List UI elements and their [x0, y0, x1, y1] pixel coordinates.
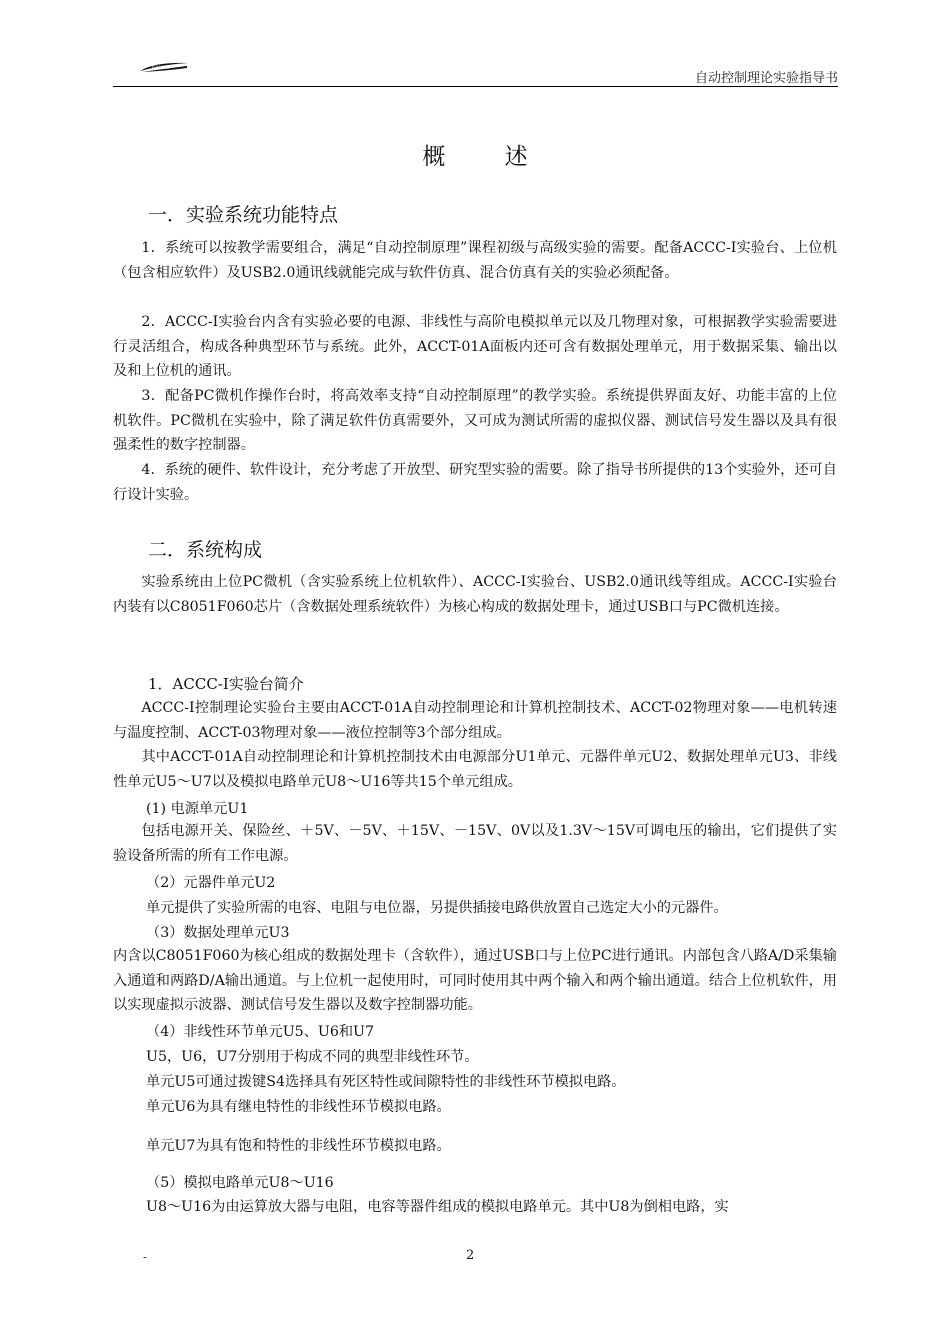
header-title: 自动控制理论实验指导书: [694, 71, 838, 86]
document-title: 概 述: [422, 144, 554, 170]
svg-text:GAUSAI: GAUSAI: [152, 66, 170, 71]
unit-u2-heading: （2）元器件单元U2: [146, 875, 276, 891]
unit-u4-line-1: U5，U6，U7分别用于构成不同的典型非线性环节。: [146, 1049, 479, 1065]
paragraph-composition: 实验系统由上位PC微机（含实验系统上位机软件）、ACCC-I实验台、USB2.0通讯线等组成。ACCC-I实验台内装有以C8051F060芯片（含数据处理系统软件）为核心构成的数据处理卡，通过USB口与PC微机连接。: [113, 574, 837, 615]
unit-u4-line-2: 单元U5可通过拨键S4选择具有死区特性或间隙特性的非线性环节模拟电路。: [146, 1074, 626, 1090]
unit-u4-heading: （4）非线性环节单元U5、U6和U7: [146, 1024, 375, 1040]
unit-u3-heading: （3）数据处理单元U3: [146, 925, 290, 941]
paragraph-feature-3: 3．配备PC微机作操作台时，将高效率支持“自动控制原理”的教学实验。系统提供界面友好、功能丰富的上位机软件。PC微机在实验中，除了满足软件仿真需要外，又可成为测试所需的虚拟仪器、测试信号发生器以及具有很强柔性的数字控制器。: [113, 388, 837, 454]
unit-u4-line-3: 单元U6为具有继电特性的非线性环节模拟电路。: [146, 1099, 451, 1115]
page-number: 2: [466, 1248, 475, 1263]
subsection-heading-accc: 1．ACCC-I实验台简介: [148, 675, 304, 693]
unit-u3-description: 内含以C8051F060为核心组成的数据处理卡（含软件），通过USB口与上位PC进行通讯。内部包含八路A/D采集输入通道和两路D/A输出通道。与上位机一起使用时，可同时使用其中两个输入和两个输出通道。结合上位机软件，用以实现虚拟示波器、测试信号发生器以及数字控制器功能。: [113, 948, 837, 1014]
section-heading-features: 一．实验系统功能特点: [148, 204, 339, 226]
paragraph-acct01a-units: 其中ACCT-01A自动控制理论和计算机控制技术由电源部分U1单元、元器件单元U2、数据处理单元U3、非线性单元U5～U7以及模拟电路单元U8～U16等共15个单元组成。: [113, 749, 837, 790]
paragraph-feature-4: 4．系统的硬件、软件设计，充分考虑了开放型、研究型实验的需要。除了指导书所提供的13个实验外，还可自行设计实验。: [113, 462, 837, 503]
unit-u1-description: 包括电源开关、保险丝、＋5V、－5V、＋15V、－15V、0V以及1.3V～15V可调电压的输出，它们提供了实验设备所需的所有工作电源。: [113, 823, 837, 864]
unit-u4-line-4: 单元U7为具有饱和特性的非线性环节模拟电路。: [146, 1138, 451, 1154]
footer-dash: -: [143, 1250, 148, 1264]
header-divider: [113, 86, 838, 87]
unit-u5-heading: （5）模拟电路单元U8～U16: [146, 1175, 334, 1191]
paragraph-feature-2: 2．ACCC-I实验台内含有实验必要的电源、非线性与高阶电模拟单元以及几物理对象，可根据教学实验需要进行灵活组合，构成各种典型环节与系统。此外，ACCT-01A面板内还可含有数据处理单元，用于数据采集、输出以及和上位机的通讯。: [113, 314, 837, 380]
unit-u5-description: U8～U16为由运算放大器与电阻，电容等器件组成的模拟电路单元。其中U8为倒相电路，实: [146, 1199, 729, 1215]
unit-u1-heading: (1) 电源单元U1: [146, 801, 249, 817]
paragraph-accc-overview: ACCC-I控制理论实验台主要由ACCT-01A自动控制理论和计算机控制技术、ACCT-02物理对象——电机转速与温度控制、ACCT-03物理对象——液位控制等3个部分组成。: [113, 700, 837, 741]
company-logo-icon: [138, 60, 190, 74]
unit-u2-description: 单元提供了实验所需的电容、电阻与电位器，另提供插接电路供放置自己选定大小的元器件。: [146, 900, 728, 916]
section-heading-composition: 二．系统构成: [148, 539, 263, 561]
paragraph-feature-1: 1．系统可以按教学需要组合，满足“自动控制原理”课程初级与高级实验的需要。配备ACCC-I实验台、上位机（包含相应软件）及USB2.0通讯线就能完成与软件仿真、混合仿真有关的实验必须配备。: [113, 240, 837, 281]
